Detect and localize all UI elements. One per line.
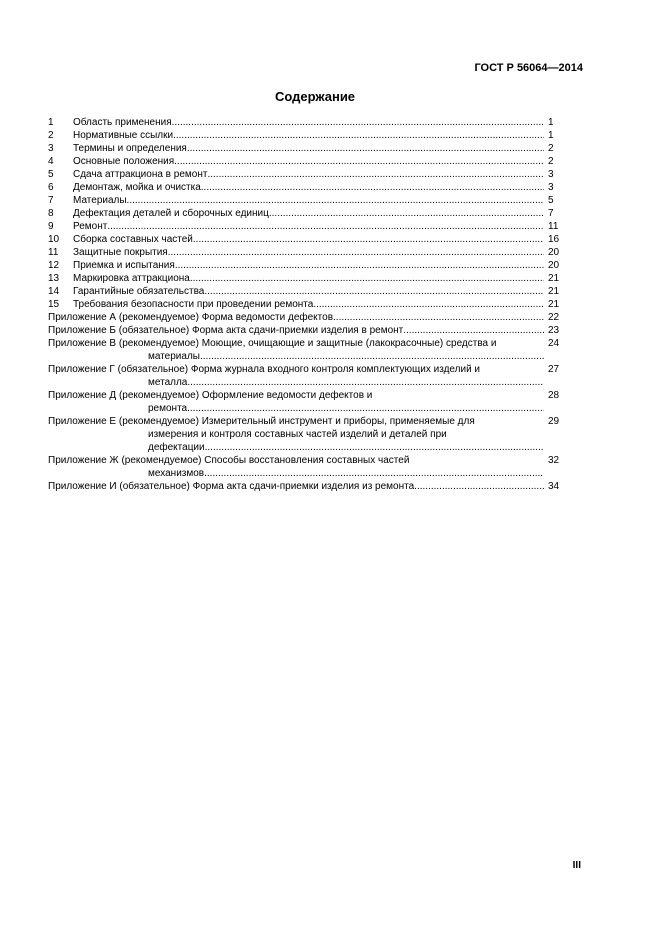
toc-entry[interactable]	[48, 116, 566, 129]
toc-entry[interactable]	[48, 155, 566, 168]
toc-entry[interactable]	[48, 168, 566, 181]
toc-appendix-text: Приложение И (обязательное) Форма акта сдачи-приемки изделия из ремонта	[48, 481, 415, 492]
toc-appendix-text: измерения и контроля составных частей изделий и деталей при	[148, 429, 447, 440]
toc-appendix-text: Приложение Г (обязательное) Форма журнала входного контроля комплектующих изделий и	[48, 364, 481, 375]
toc-entry-page: 7	[548, 208, 554, 219]
toc-appendix-text: дефектации	[148, 442, 205, 453]
toc-entry-title: Область применения	[73, 117, 172, 128]
toc-appendix-entry[interactable]	[48, 415, 566, 454]
toc-entry-title: Защитные покрытия	[73, 247, 168, 258]
document-code: ГОСТ Р 56064—2014	[474, 62, 583, 74]
toc-entry-page: 27	[548, 364, 560, 375]
toc-appendix-text: металла	[148, 377, 188, 388]
toc-entry-title: Основные положения	[73, 156, 175, 167]
toc-entry[interactable]	[48, 233, 566, 246]
toc-entry-page: 1	[548, 117, 554, 128]
toc-appendix-entry[interactable]	[48, 480, 566, 493]
toc-entry-page: 5	[548, 195, 554, 206]
toc-entry-page: 2	[548, 156, 554, 167]
toc-entry-number: 8	[48, 208, 54, 219]
toc-entry-title: Дефектация деталей и сборочных единиц	[73, 208, 269, 219]
toc-entry-title: Маркировка аттракциона	[73, 273, 190, 284]
toc-entry-title: Сборка составных частей	[73, 234, 193, 245]
toc-entry[interactable]	[48, 272, 566, 285]
toc-entry-page: 24	[548, 338, 560, 349]
toc-appendix-entry[interactable]	[48, 337, 566, 363]
toc-entry-number: 7	[48, 195, 54, 206]
toc-entry-page: 20	[548, 247, 560, 258]
toc-entry-title: Демонтаж, мойка и очистка	[73, 182, 201, 193]
toc-appendix-text: механизмов	[148, 468, 205, 479]
table-of-contents	[48, 116, 566, 493]
toc-entry-page: 21	[548, 286, 560, 297]
toc-entry-page: 16	[548, 234, 560, 245]
toc-entry-title: Гарантийные обязательства	[73, 286, 205, 297]
toc-appendix-entry[interactable]	[48, 363, 566, 389]
toc-entry-title: Ремонт	[73, 221, 108, 232]
toc-entry-page: 1	[548, 130, 554, 141]
toc-appendix-entry[interactable]	[48, 311, 566, 324]
toc-entry-page: 3	[548, 182, 554, 193]
toc-entry[interactable]	[48, 142, 566, 155]
toc-entry[interactable]	[48, 285, 566, 298]
toc-entry-number: 2	[48, 130, 54, 141]
page-title: Содержание	[274, 89, 356, 104]
toc-entry-number: 5	[48, 169, 54, 180]
toc-entry-number: 4	[48, 156, 54, 167]
toc-entry[interactable]	[48, 194, 566, 207]
toc-entry-page: 34	[548, 481, 560, 492]
toc-entry-number: 1	[48, 117, 54, 128]
toc-appendix-text: Приложение В (рекомендуемое) Моющие, очищающие и защитные (лакокрасочные) средства и	[48, 338, 497, 349]
toc-entry-number: 13	[48, 273, 60, 284]
toc-entry-page: 28	[548, 390, 560, 401]
toc-entry-number: 15	[48, 299, 60, 310]
toc-appendix-text: Приложение Е (рекомендуемое) Измерительный инструмент и приборы, применяемые для	[48, 416, 475, 427]
toc-entry-title: Материалы	[73, 195, 127, 206]
toc-entry-number: 12	[48, 260, 60, 271]
toc-entry-page: 2	[548, 143, 554, 154]
toc-appendix-text: материалы	[148, 351, 200, 362]
toc-entry-title: Требования безопасности при проведении ремонта	[73, 299, 314, 310]
toc-entry-page: 23	[548, 325, 560, 336]
toc-entry-title: Нормативные ссылки	[73, 130, 174, 141]
toc-entry-page: 32	[548, 455, 560, 466]
toc-entry-number: 9	[48, 221, 54, 232]
toc-entry-number: 14	[48, 286, 60, 297]
toc-entry-page: 11	[548, 221, 559, 232]
toc-appendix-entry[interactable]	[48, 389, 566, 415]
toc-entry-page: 29	[548, 416, 560, 427]
toc-entry-page: 20	[548, 260, 560, 271]
toc-appendix-text: Приложение Д (рекомендуемое) Оформление ведомости дефектов и	[48, 390, 373, 401]
toc-entry-page: 21	[548, 273, 560, 284]
toc-appendix-text: Приложение Б (обязательное) Форма акта сдачи-приемки изделия в ремонт	[48, 325, 404, 336]
toc-appendix-text: Приложение А (рекомендуемое) Форма ведомости дефектов	[48, 312, 334, 323]
toc-entry-number: 3	[48, 143, 54, 154]
toc-entry-number: 11	[48, 247, 59, 258]
toc-appendix-text: Приложение Ж (рекомендуемое) Способы восстановления составных частей	[48, 455, 410, 466]
toc-entry[interactable]	[48, 181, 566, 194]
toc-appendix-entry[interactable]	[48, 324, 566, 337]
toc-entry[interactable]	[48, 220, 566, 233]
toc-appendix-text: ремонта	[148, 403, 188, 414]
toc-entry[interactable]	[48, 259, 566, 272]
toc-entry-page: 21	[548, 299, 560, 310]
toc-entry-number: 10	[48, 234, 60, 245]
toc-entry[interactable]	[48, 129, 566, 142]
toc-entry-title: Сдача аттракциона в ремонт	[73, 169, 208, 180]
toc-entry[interactable]	[48, 246, 566, 259]
toc-entry[interactable]	[48, 298, 566, 311]
toc-appendix-entry[interactable]	[48, 454, 566, 480]
toc-entry-title: Приемка и испытания	[73, 260, 175, 271]
toc-entry-page: 3	[548, 169, 554, 180]
toc-entry-number: 6	[48, 182, 54, 193]
page-number: III	[572, 860, 581, 871]
toc-entry-title: Термины и определения	[73, 143, 187, 154]
toc-entry-page: 22	[548, 312, 560, 323]
toc-entry[interactable]	[48, 207, 566, 220]
